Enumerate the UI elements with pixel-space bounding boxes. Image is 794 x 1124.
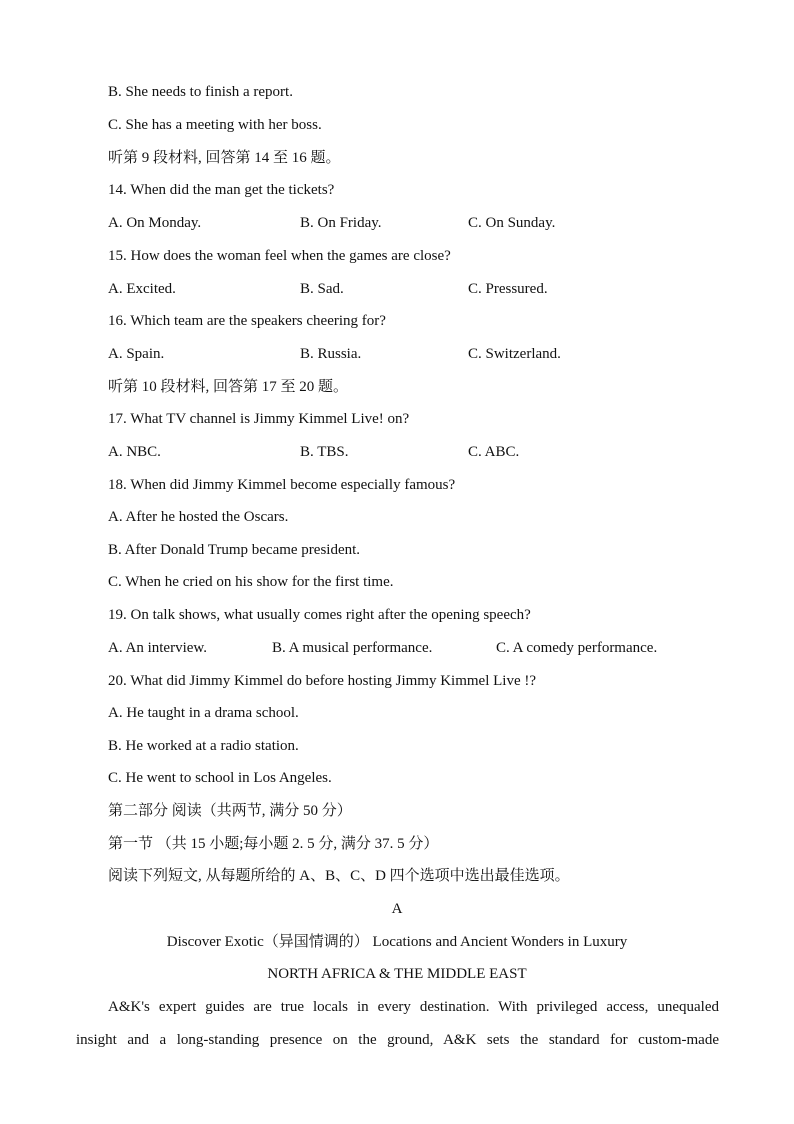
q16-question: 16. Which team are the speakers cheering for?: [108, 313, 386, 329]
q17-question: 17. What TV channel is Jimmy Kimmel Live! on?: [108, 411, 410, 427]
q20-option-c: C. He went to school in Los Angeles.: [108, 770, 332, 786]
q20-option-b: B. He worked at a radio station.: [108, 738, 299, 754]
q16-option-c: C. Switzerland.: [468, 346, 561, 362]
part2-instructions: 阅读下列短文, 从每题所给的 A、B、C、D 四个选项中选出最佳选项。: [108, 868, 570, 884]
q20-option-a: A. He taught in a drama school.: [108, 705, 299, 721]
q18-option-b: B. After Donald Trump became president.: [108, 542, 361, 558]
q14-option-c: C. On Sunday.: [468, 215, 556, 231]
q13-option-c: C. She has a meeting with her boss.: [108, 117, 322, 133]
section-9-instruction: 听第 9 段材料, 回答第 14 至 16 题。: [108, 150, 341, 166]
q14-question: 14. When did the man get the tickets?: [108, 182, 335, 198]
q17-option-a: A. NBC.: [108, 444, 161, 460]
part2-section1: 第一节 （共 15 小题;每小题 2. 5 分, 满分 37. 5 分）: [108, 836, 439, 852]
q18-option-a: A. After he hosted the Oscars.: [108, 509, 289, 525]
part2-heading: 第二部分 阅读（共两节, 满分 50 分）: [108, 803, 352, 819]
q20-question: 20. What did Jimmy Kimmel do before hosting Jimmy Kimmel Live !?: [108, 673, 536, 689]
passage-subtitle: NORTH AFRICA & THE MIDDLE EAST: [267, 966, 527, 982]
q15-option-a: A. Excited.: [108, 281, 176, 297]
q17-option-b: B. TBS.: [300, 444, 349, 460]
q15-option-b: B. Sad.: [300, 281, 344, 297]
q16-option-a: A. Spain.: [108, 346, 165, 362]
section-10-instruction: 听第 10 段材料, 回答第 17 至 20 题。: [108, 379, 349, 395]
q14-option-a: A. On Monday.: [108, 215, 202, 231]
passage-letter: A: [391, 901, 403, 917]
q17-option-c: C. ABC.: [468, 444, 520, 460]
q19-question: 19. On talk shows, what usually comes right after the opening speech?: [108, 607, 531, 623]
q19-option-b: B. A musical performance.: [272, 640, 433, 656]
q15-option-c: C. Pressured.: [468, 281, 548, 297]
q19-option-c: C. A comedy performance.: [496, 640, 658, 656]
q18-question: 18. When did Jimmy Kimmel become especially famous?: [108, 477, 456, 493]
passage-line-1: A&K's expert guides are true locals in every destination. With privileged access, unequaled: [108, 999, 719, 1015]
q16-option-b: B. Russia.: [300, 346, 362, 362]
q18-option-c: C. When he cried on his show for the first time.: [108, 574, 394, 590]
q15-question: 15. How does the woman feel when the games are close?: [108, 248, 451, 264]
passage-line-2: insight and a long-standing presence on the ground, A&K sets the standard for custom-made: [76, 1032, 719, 1048]
passage-title: Discover Exotic（异国情调的） Locations and Ancient Wonders in Luxury: [166, 934, 628, 950]
q19-option-a: A. An interview.: [108, 640, 208, 656]
q13-option-b: B. She needs to finish a report.: [108, 84, 293, 100]
q14-option-b: B. On Friday.: [300, 215, 382, 231]
